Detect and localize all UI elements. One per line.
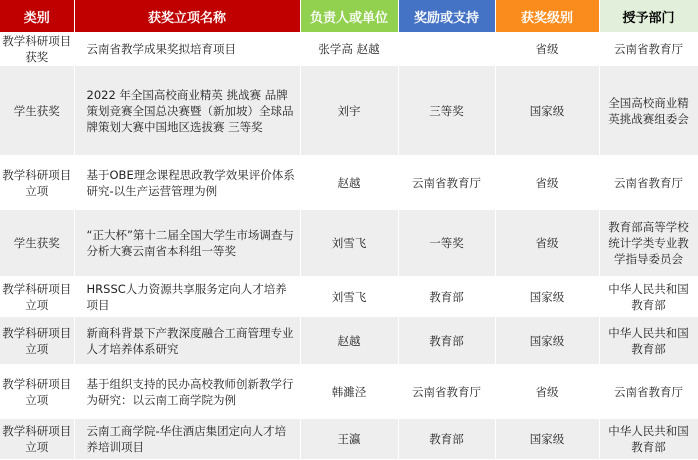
level-cell: 国家级 bbox=[495, 277, 599, 317]
responsible-cell: 赵越 bbox=[300, 317, 398, 365]
department-cell: 云南省教育厅 bbox=[599, 156, 698, 210]
award-name-cell: 2022 年全国高校商业精英 挑战赛 品牌策划竞赛全国总决赛暨（新加坡）全球品牌策划大赛中国地区选拔赛 三等奖 bbox=[74, 66, 300, 156]
award-name-cell: HRSSC人力资源共享服务定向人才培养项目 bbox=[74, 277, 300, 317]
level-cell: 国家级 bbox=[495, 419, 599, 460]
department-cell: 云南省教育厅 bbox=[599, 33, 698, 66]
reward-cell: 三等奖 bbox=[398, 66, 495, 156]
category-cell: 教学科研项目立项 bbox=[0, 419, 74, 460]
reward-cell: 云南省教育厅 bbox=[398, 156, 495, 210]
table-row bbox=[0, 419, 698, 460]
reward-cell: 一等奖 bbox=[398, 210, 495, 277]
level-cell: 省级 bbox=[495, 156, 599, 210]
department-cell: 中华人民共和国教育部 bbox=[599, 419, 698, 460]
table-row bbox=[0, 66, 698, 156]
award-name-cell: 基于组织支持的民办高校教师创新教学行为研究：以云南工商学院为例 bbox=[74, 365, 300, 419]
table-row bbox=[0, 156, 698, 210]
level-cell: 省级 bbox=[495, 210, 599, 277]
category-cell: 教学科研项目立项 bbox=[0, 317, 74, 365]
header-level: 获奖级别 bbox=[495, 0, 599, 33]
header-category: 类别 bbox=[0, 0, 74, 33]
header-reward: 奖励或支持 bbox=[398, 0, 495, 33]
responsible-cell: 赵越 bbox=[300, 156, 398, 210]
category-cell: 教学科研项目立项 bbox=[0, 277, 74, 317]
responsible-cell: 刘雪飞 bbox=[300, 277, 398, 317]
reward-cell bbox=[398, 33, 495, 66]
table-row bbox=[0, 277, 698, 317]
responsible-cell: 张学高 赵越 bbox=[300, 33, 398, 66]
responsible-cell: 王瀛 bbox=[300, 419, 398, 460]
responsible-cell: 刘宇 bbox=[300, 66, 398, 156]
department-cell: 中华人民共和国教育部 bbox=[599, 317, 698, 365]
table-row bbox=[0, 365, 698, 419]
table-row bbox=[0, 317, 698, 365]
responsible-cell: 韩濉泾 bbox=[300, 365, 398, 419]
category-cell: 教学科研项目立项 bbox=[0, 365, 74, 419]
category-cell: 学生获奖 bbox=[0, 66, 74, 156]
header-department: 授予部门 bbox=[599, 0, 698, 33]
department-cell: 教育部高等学校统计学类专业教学指导委员会 bbox=[599, 210, 698, 277]
reward-cell: 教育部 bbox=[398, 317, 495, 365]
reward-cell: 教育部 bbox=[398, 277, 495, 317]
level-cell: 省级 bbox=[495, 33, 599, 66]
header-responsible: 负责人或单位 bbox=[300, 0, 398, 33]
reward-cell: 教育部 bbox=[398, 419, 495, 460]
award-name-cell: 云南省教学成果奖拟培育项目 bbox=[74, 33, 300, 66]
table-row bbox=[0, 210, 698, 277]
department-cell: 云南省教育厅 bbox=[599, 365, 698, 419]
award-name-cell: 新商科背景下产教深度融合工商管理专业人才培养体系研究 bbox=[74, 317, 300, 365]
responsible-cell: 刘雪飞 bbox=[300, 210, 398, 277]
award-name-cell: “正大杯”第十二届全国大学生市场调查与分析大赛云南省本科组一等奖 bbox=[74, 210, 300, 277]
department-cell: 全国高校商业精英挑战赛组委会 bbox=[599, 66, 698, 156]
category-cell: 教学科研项目立项 bbox=[0, 156, 74, 210]
category-cell: 学生获奖 bbox=[0, 210, 74, 277]
department-cell: 中华人民共和国教育部 bbox=[599, 277, 698, 317]
table-row bbox=[0, 33, 698, 66]
category-cell: 教学科研项目获奖 bbox=[0, 33, 74, 66]
level-cell: 国家级 bbox=[495, 317, 599, 365]
award-name-cell: 基于OBE理念课程思政教学效果评价体系研究-以生产运营管理为例 bbox=[74, 156, 300, 210]
level-cell: 国家级 bbox=[495, 66, 599, 156]
header-row bbox=[0, 0, 698, 33]
award-name-cell: 云南工商学院-华住酒店集团定向人才培养培训项目 bbox=[74, 419, 300, 460]
reward-cell: 云南省教育厅 bbox=[398, 365, 495, 419]
level-cell: 省级 bbox=[495, 365, 599, 419]
header-award-name: 获奖立项名称 bbox=[74, 0, 300, 33]
